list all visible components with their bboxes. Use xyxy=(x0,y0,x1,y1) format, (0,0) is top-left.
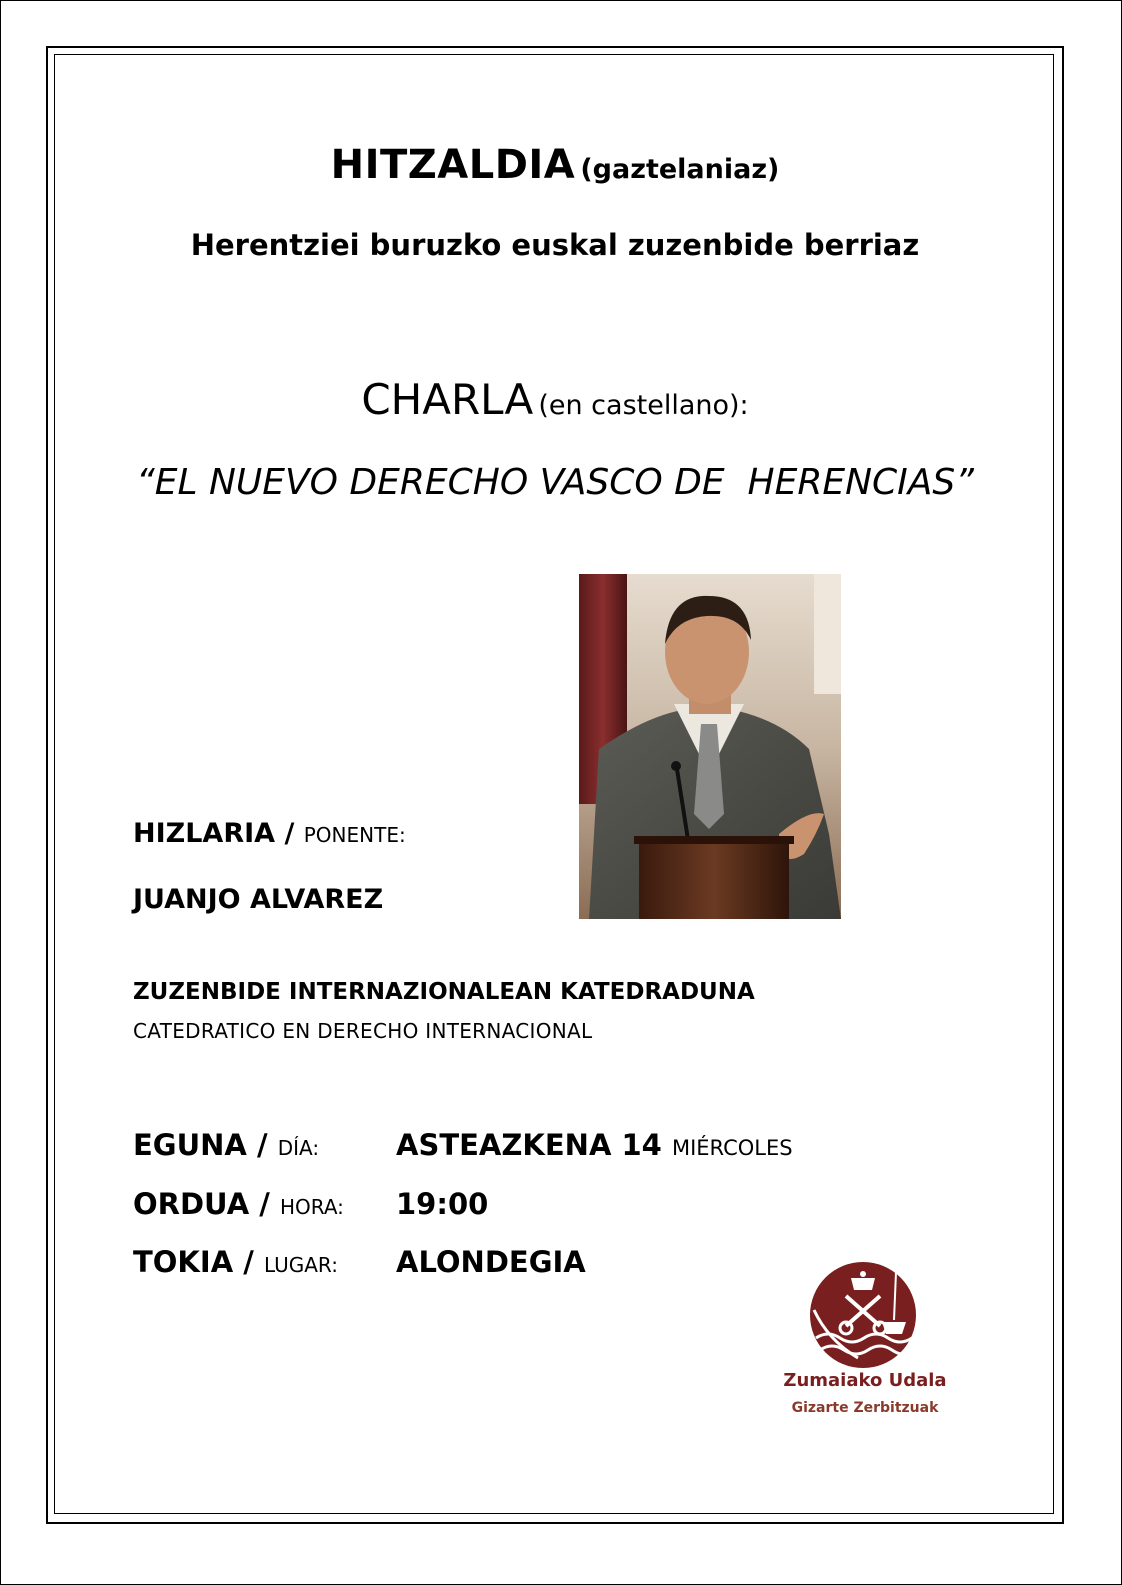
speaker-label-eu: HIZLARIA / xyxy=(133,818,295,849)
speaker-name: JUANJO ALVAREZ xyxy=(133,884,384,915)
charla-label: CHARLA xyxy=(361,375,534,424)
place-label-es: LUGAR: xyxy=(263,1253,338,1277)
date-label-es: DÍA: xyxy=(277,1136,320,1160)
speaker-title-es: CATEDRATICO EN DERECHO INTERNACIONAL xyxy=(133,1019,593,1043)
place-label-eu: TOKIA / xyxy=(133,1245,254,1279)
time-value: 19:00 xyxy=(396,1187,489,1221)
municipal-logo xyxy=(808,1260,918,1370)
place-value: ALONDEGIA xyxy=(396,1245,586,1279)
speaker-title-eu: ZUZENBIDE INTERNAZIONALEAN KATEDRADUNA xyxy=(133,979,755,1005)
title-main: HITZALDIA xyxy=(330,142,576,188)
time-label-eu: ORDUA / xyxy=(133,1187,270,1221)
speaker-photo xyxy=(579,574,841,919)
title-language: (gaztelaniaz) xyxy=(580,154,780,185)
date-value-es: MIÉRCOLES xyxy=(671,1136,793,1160)
page-title xyxy=(0,142,1110,188)
talk-topic: “EL NUEVO DERECHO VASCO DE HERENCIAS” xyxy=(136,462,974,503)
date-label xyxy=(133,1128,319,1162)
charla-heading xyxy=(0,375,1110,424)
time-label-es: HORA: xyxy=(279,1195,344,1219)
date-value xyxy=(396,1128,793,1162)
logo-name: Zumaiako Udala xyxy=(783,1370,947,1391)
logo-department: Gizarte Zerbitzuak xyxy=(791,1400,939,1416)
speaker-label xyxy=(133,818,406,849)
time-label xyxy=(133,1187,344,1221)
speaker-label-es: PONENTE: xyxy=(303,823,406,847)
date-value-eu: ASTEAZKENA 14 xyxy=(396,1128,662,1162)
date-label-eu: EGUNA / xyxy=(133,1128,268,1162)
charla-language: (en castellano): xyxy=(538,390,749,421)
place-label xyxy=(133,1245,338,1279)
page-subtitle: Herentziei buruzko euskal zuzenbide berriaz xyxy=(190,228,920,262)
